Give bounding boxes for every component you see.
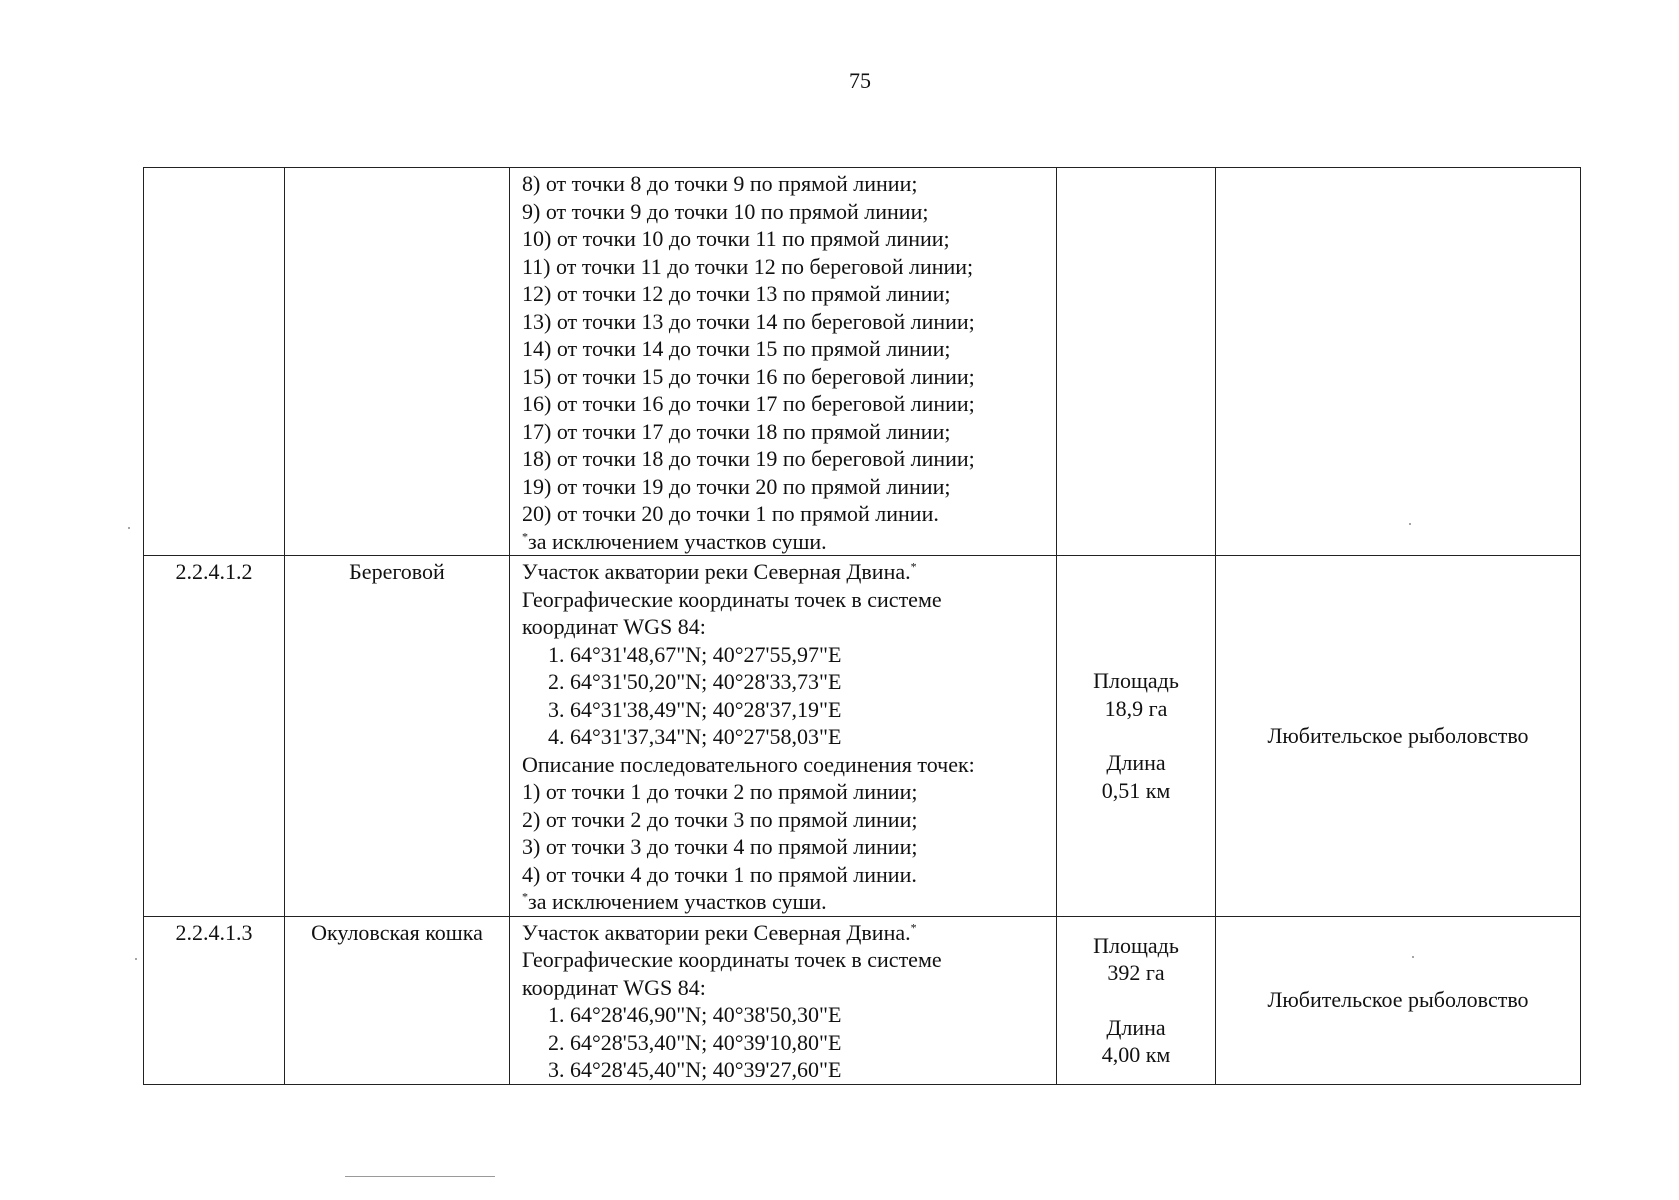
length-value: 0,51 км (1101, 777, 1171, 803)
footnote-mark: * (910, 920, 917, 935)
page-number: 75 (849, 68, 871, 93)
spacer (1057, 722, 1215, 749)
cell-description (510, 556, 1057, 917)
scan-dot (1412, 956, 1414, 958)
connection-line: 2) от точки 2 до точки 3 по прямой линии; (522, 806, 918, 832)
connection-line: 3) от точки 3 до точки 4 по прямой линии; (522, 834, 918, 859)
coordinate-item: 3. 64°28'45,40"N; 40°39'27,60"E (548, 1057, 842, 1082)
area-label: Площадь (1093, 668, 1179, 694)
length-value: 4,00 км (1101, 1042, 1171, 1067)
connection-line: 10) от точки 10 до точки 11 по прямой линии; (522, 226, 950, 251)
connection-line: 1) от точки 1 до точки 2 по прямой линии; (522, 779, 918, 804)
description-title (522, 558, 1052, 586)
connection-line: 16) от точки 16 до точки 17 по береговой линии; (522, 391, 975, 416)
connection-line: 11) от точки 11 до точки 12 по береговой линии; (522, 253, 974, 279)
cell-number: 2.2.4.1.3 (144, 916, 285, 1084)
footnote-mark: * (522, 889, 528, 904)
description-title (522, 919, 1052, 947)
cell-name-empty (285, 168, 510, 556)
footnote-mark: * (522, 529, 528, 544)
area-label: Площадь (1093, 932, 1179, 958)
cell-size (1057, 916, 1216, 1084)
coords-intro: Географические координаты точек в системе (522, 586, 942, 612)
footnote-mark: * (910, 559, 917, 574)
scan-dot (135, 958, 137, 960)
length-label: Длина (1106, 1014, 1166, 1040)
zones-table (143, 167, 1581, 1085)
scan-line (345, 1176, 495, 1177)
cell-size (1057, 556, 1216, 917)
connection-line: 15) от точки 15 до точки 16 по береговой линии; (522, 363, 975, 389)
footnote (522, 888, 1052, 916)
cell-name: Береговой (285, 556, 510, 917)
coords-intro: координат WGS 84: (522, 974, 706, 1000)
coordinate-item: 1. 64°31'48,67"N; 40°27'55,97"E (548, 641, 842, 667)
footnote-text: за исключением участков суши. (528, 889, 827, 914)
cell-description-continuation (510, 168, 1057, 556)
coordinate-item: 2. 64°28'53,40"N; 40°39'10,80"E (548, 1029, 842, 1055)
footnote (522, 528, 1052, 556)
connection-line: 9) от точки 9 до точки 10 по прямой линии; (522, 198, 929, 224)
cell-size-empty (1057, 168, 1216, 556)
scan-dot (128, 527, 130, 529)
connection-title: Описание последовательного соединения точек: (522, 751, 975, 777)
description-title-text: Участок акватории реки Северная Двина. (522, 919, 911, 945)
spacer (1057, 987, 1215, 1014)
connection-line: 13) от точки 13 до точки 14 по береговой линии; (522, 308, 975, 334)
scan-dot (1409, 523, 1411, 525)
area-value: 392 га (1107, 960, 1165, 985)
coords-intro: Географические координаты точек в системе (522, 947, 942, 972)
connection-line: 12) от точки 12 до точки 13 по прямой линии; (522, 281, 951, 306)
table-row-continuation (144, 168, 1581, 556)
coordinate-item: 2. 64°31'50,20"N; 40°28'33,73"E (548, 669, 842, 694)
coordinate-item: 1. 64°28'46,90"N; 40°38'50,30"E (548, 1002, 842, 1027)
connection-line: 20) от точки 20 до точки 1 по прямой линии. (522, 501, 939, 526)
connection-line: 8) от точки 8 до точки 9 по прямой линии; (522, 171, 918, 196)
connection-line: 18) от точки 18 до точки 19 по береговой линии; (522, 446, 975, 471)
cell-description (510, 916, 1057, 1084)
cell-usage: Любительское рыболовство (1216, 556, 1581, 917)
coords-intro: координат WGS 84: (522, 614, 706, 639)
connection-line: 17) от точки 17 до точки 18 по прямой линии; (522, 418, 951, 444)
description-title-text: Участок акватории реки Северная Двина. (522, 559, 911, 584)
cell-usage-empty (1216, 168, 1581, 556)
connection-line: 14) от точки 14 до точки 15 по прямой линии; (522, 336, 951, 361)
coordinate-item: 3. 64°31'38,49"N; 40°28'37,19"E (548, 696, 842, 722)
cell-number-empty (144, 168, 285, 556)
length-label: Длина (1106, 750, 1166, 776)
cell-usage: Любительское рыболовство (1216, 916, 1581, 1084)
area-value: 18,9 га (1104, 695, 1168, 721)
table-row (144, 916, 1581, 1084)
cell-number: 2.2.4.1.2 (144, 556, 285, 917)
connection-line: 4) от точки 4 до точки 1 по прямой линии. (522, 861, 917, 887)
connection-line: 19) от точки 19 до точки 20 по прямой линии; (522, 473, 951, 499)
coordinate-item: 4. 64°31'37,34"N; 40°27'58,03"E (548, 724, 842, 749)
table-row (144, 556, 1581, 917)
footnote-text: за исключением участков суши. (528, 528, 827, 554)
cell-name: Окуловская кошка (285, 916, 510, 1084)
